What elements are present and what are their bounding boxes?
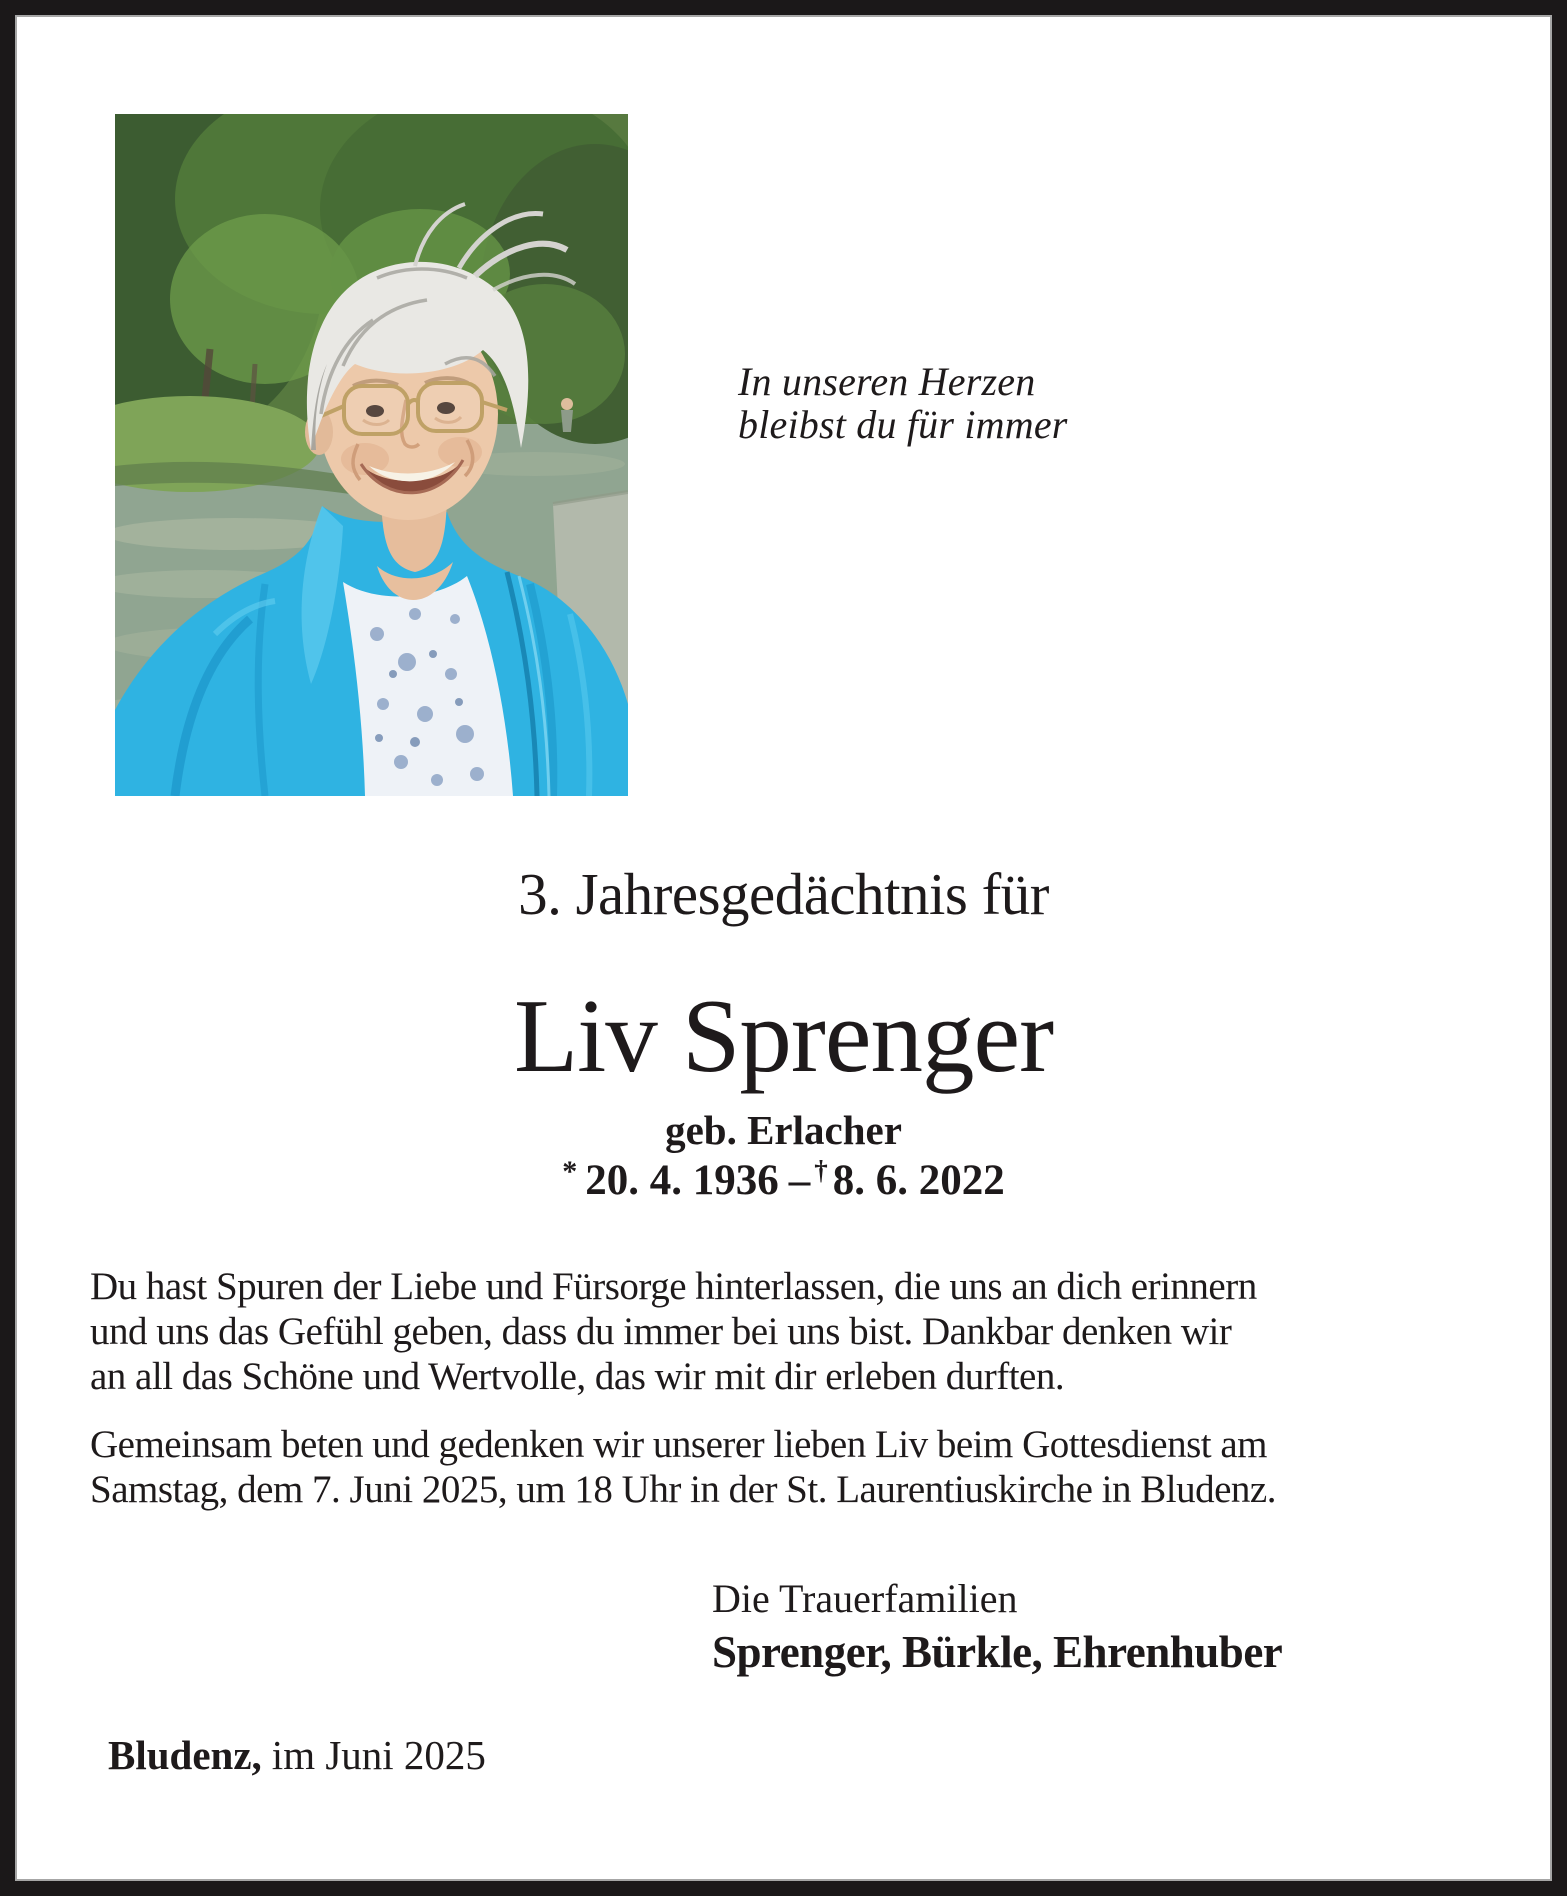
memorial-text-line-2: und uns das Gefühl geben, dass du immer bei uns bist. Dankbar denken wir: [90, 1310, 1232, 1353]
maiden-name: geb. Erlacher: [665, 1107, 902, 1153]
date: im Juni 2025: [271, 1732, 486, 1778]
date-separator: –: [788, 1157, 811, 1204]
memorial-motto: [738, 360, 1068, 446]
motto-line-2: bleibst du für immer: [738, 402, 1068, 447]
memorial-text-line-1: Du hast Spuren der Liebe und Fürsorge hinterlassen, die uns an dich erinnern: [90, 1265, 1257, 1308]
place: Bludenz,: [108, 1732, 262, 1778]
deceased-name: Liv Sprenger: [513, 977, 1054, 1094]
birth-star-symbol: *: [562, 1155, 578, 1188]
birth-date: 20. 4. 1936: [585, 1157, 779, 1204]
memorial-text: [90, 1264, 1257, 1399]
mourning-families-intro: Die Trauerfamilien: [712, 1576, 1018, 1621]
service-line-2: Samstag, dem 7. Juni 2025, um 18 Uhr in der St. Laurentiuskirche in Bludenz.: [90, 1468, 1276, 1511]
portrait-photo: [115, 114, 628, 796]
death-cross-symbol: †: [814, 1155, 828, 1185]
family-names: Sprenger, Bürkle, Ehrenhuber: [712, 1627, 1283, 1677]
anniversary-heading: 3. Jahresgedächtnis für: [518, 861, 1049, 927]
place-date-line: [108, 1733, 486, 1778]
death-date: 8. 6. 2022: [832, 1157, 1005, 1204]
portrait-photo-illustration: [115, 114, 628, 796]
life-dates: [0, 1147, 1567, 1204]
motto-line-1: In unseren Herzen: [738, 359, 1036, 404]
memorial-text-line-3: an all das Schöne und Wertvolle, das wir mit dir erleben durften.: [90, 1355, 1065, 1398]
service-line-1: Gemeinsam beten und gedenken wir unserer lieben Liv beim Gottesdienst am: [90, 1423, 1267, 1466]
service-announcement: [90, 1422, 1276, 1512]
